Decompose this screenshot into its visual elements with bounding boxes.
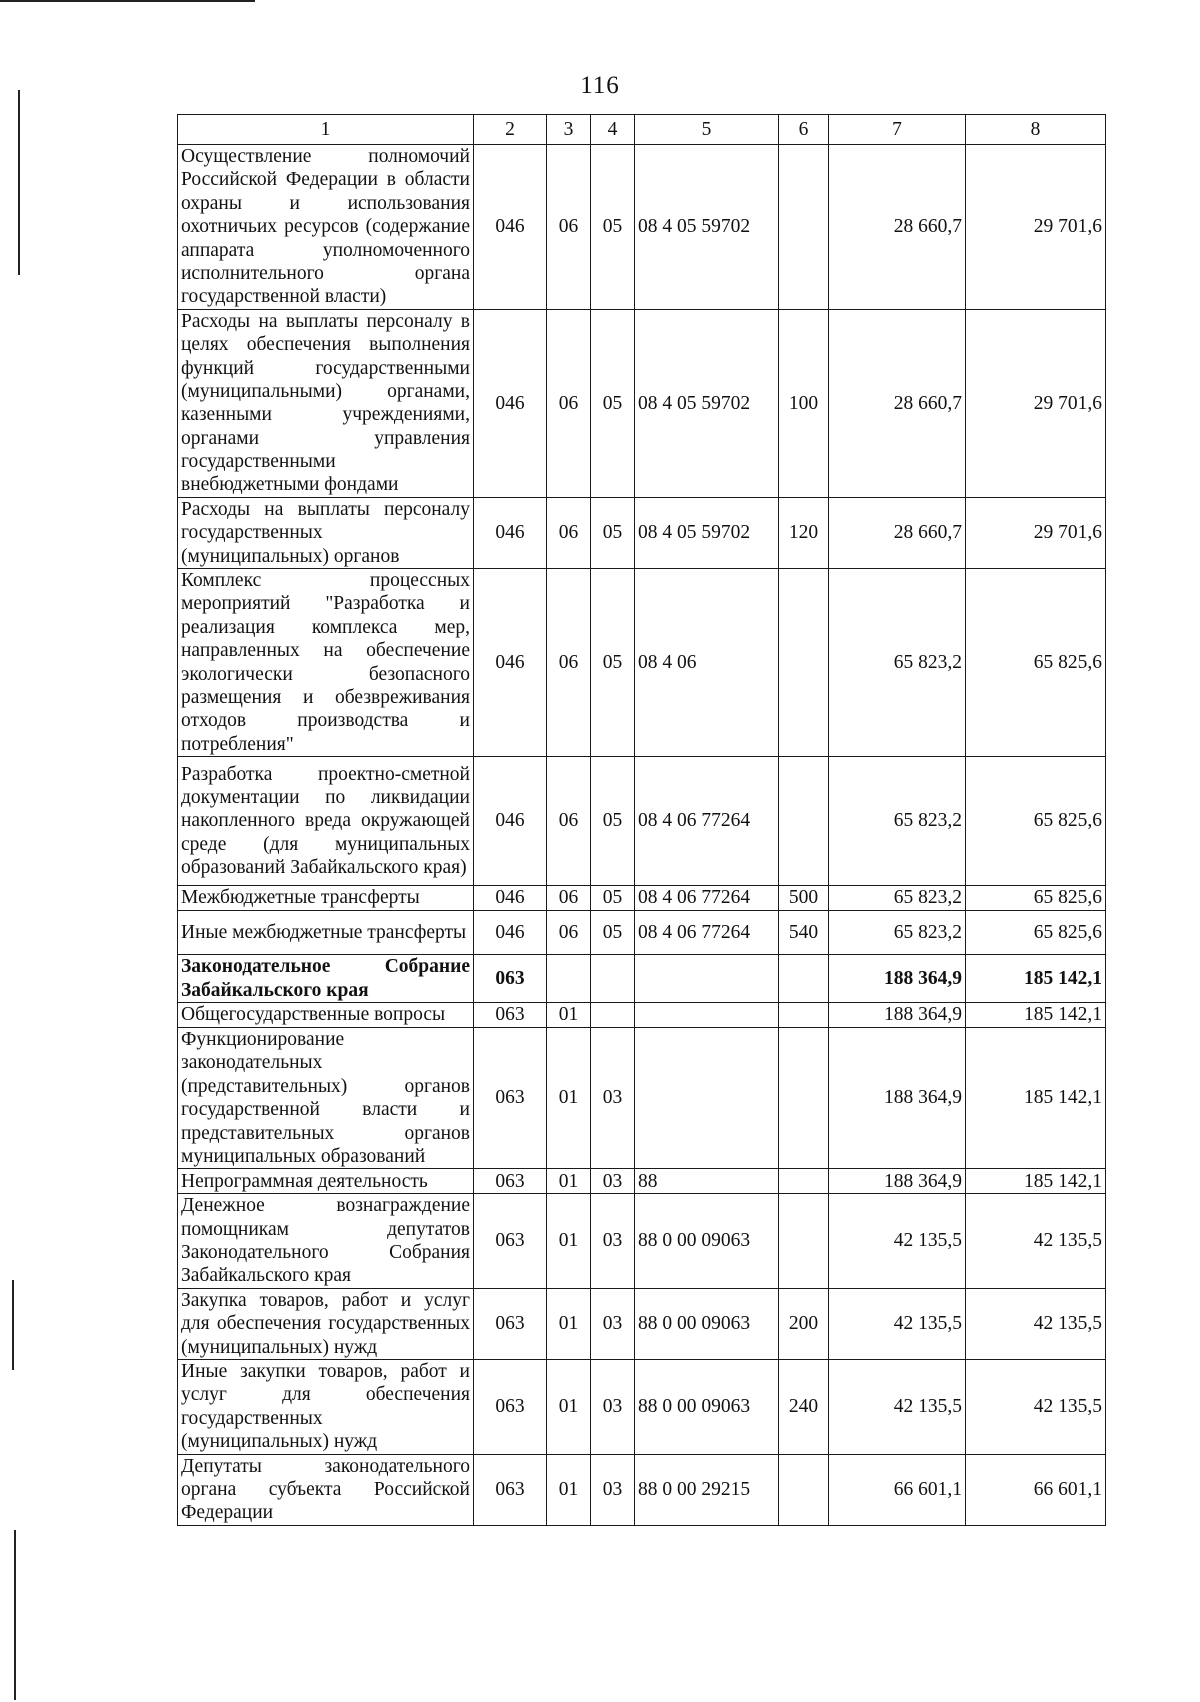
table-row xyxy=(178,569,1106,757)
amount-col8-cell: 65 825,6 xyxy=(966,569,1106,757)
expense-type-cell: 500 xyxy=(779,886,829,911)
section-code-cell: 06 xyxy=(547,309,591,497)
target-article-cell: 08 4 06 77264 xyxy=(635,911,779,955)
row-name-cell: Межбюджетные трансферты xyxy=(178,886,474,911)
table-row xyxy=(178,145,1106,310)
subsection-code-cell: 03 xyxy=(591,1288,635,1359)
amount-col8-cell: 29 701,6 xyxy=(966,309,1106,497)
expense-type-cell xyxy=(779,1194,829,1289)
table-row xyxy=(178,1194,1106,1289)
section-code-cell: 06 xyxy=(547,886,591,911)
row-name-cell: Денежное вознаграждение помощникам депутатов Законодательного Собрания Забайкальского края xyxy=(178,1194,474,1289)
table-row xyxy=(178,309,1106,497)
table-row xyxy=(178,497,1106,568)
section-code-cell: 06 xyxy=(547,145,591,310)
subsection-code-cell: 05 xyxy=(591,309,635,497)
amount-col7-cell: 188 364,9 xyxy=(829,1169,966,1194)
admin-code-cell: 063 xyxy=(474,1288,547,1359)
amount-col8-cell: 29 701,6 xyxy=(966,145,1106,310)
row-name-cell: Комплекс процессных мероприятий "Разработка и реализация комплекса мер, направленных на обеспечение экологически безопасного размещения и обезвреживания отходов производства и потребления" xyxy=(178,569,474,757)
table-row xyxy=(178,1027,1106,1168)
amount-col8-cell: 42 135,5 xyxy=(966,1360,1106,1455)
amount-col8-cell: 185 142,1 xyxy=(966,1169,1106,1194)
row-name-cell: Непрограммная деятельность xyxy=(178,1169,474,1194)
subsection-code-cell xyxy=(591,1002,635,1027)
amount-col7-cell: 42 135,5 xyxy=(829,1194,966,1289)
expense-type-cell: 120 xyxy=(779,497,829,568)
row-name-cell: Законодательное Собрание Забайкальского края xyxy=(178,955,474,1003)
amount-col8-cell: 185 142,1 xyxy=(966,955,1106,1003)
subsection-code-cell: 05 xyxy=(591,497,635,568)
target-article-cell: 88 0 00 09063 xyxy=(635,1194,779,1289)
subsection-code-cell: 03 xyxy=(591,1194,635,1289)
subsection-code-cell: 05 xyxy=(591,886,635,911)
budget-table xyxy=(177,114,1106,1526)
admin-code-cell: 046 xyxy=(474,757,547,886)
subsection-code-cell: 05 xyxy=(591,145,635,310)
section-code-cell: 01 xyxy=(547,1454,591,1525)
header-col-8: 8 xyxy=(966,115,1106,145)
admin-code-cell: 063 xyxy=(474,1194,547,1289)
target-article-cell xyxy=(635,1027,779,1168)
amount-col8-cell: 65 825,6 xyxy=(966,911,1106,955)
section-code-cell xyxy=(547,955,591,1003)
expense-type-cell xyxy=(779,1002,829,1027)
expense-type-cell xyxy=(779,757,829,886)
amount-col7-cell: 188 364,9 xyxy=(829,1002,966,1027)
table-row xyxy=(178,911,1106,955)
expense-type-cell xyxy=(779,1454,829,1525)
subsection-code-cell: 03 xyxy=(591,1027,635,1168)
amount-col8-cell: 185 142,1 xyxy=(966,1027,1106,1168)
target-article-cell: 08 4 06 77264 xyxy=(635,886,779,911)
expense-type-cell xyxy=(779,145,829,310)
subsection-code-cell: 05 xyxy=(591,569,635,757)
target-article-cell: 08 4 05 59702 xyxy=(635,497,779,568)
scan-edge-line-left xyxy=(18,90,20,275)
scan-edge-line-left-lower xyxy=(12,1280,14,1370)
row-name-cell: Функционирование законодательных (представительных) органов государственной власти и представительных органов муниципальных образований xyxy=(178,1027,474,1168)
row-name-cell: Осуществление полномочий Российской Федерации в области охраны и использования охотничьих ресурсов (содержание аппарата уполномоченного исполнительного органа государственной власти) xyxy=(178,145,474,310)
admin-code-cell: 046 xyxy=(474,911,547,955)
admin-code-cell: 046 xyxy=(474,309,547,497)
amount-col7-cell: 188 364,9 xyxy=(829,1027,966,1168)
target-article-cell: 88 0 00 09063 xyxy=(635,1288,779,1359)
table-row xyxy=(178,1288,1106,1359)
table-body xyxy=(178,145,1106,1526)
section-code-cell: 01 xyxy=(547,1360,591,1455)
page-number: 116 xyxy=(580,72,620,99)
admin-code-cell: 046 xyxy=(474,569,547,757)
expense-type-cell: 200 xyxy=(779,1288,829,1359)
admin-code-cell: 063 xyxy=(474,955,547,1003)
amount-col7-cell: 65 823,2 xyxy=(829,569,966,757)
scan-edge-line-top xyxy=(0,0,255,2)
subsection-code-cell: 05 xyxy=(591,757,635,886)
target-article-cell: 88 xyxy=(635,1169,779,1194)
section-code-cell: 01 xyxy=(547,1169,591,1194)
target-article-cell: 08 4 05 59702 xyxy=(635,145,779,310)
expense-type-cell xyxy=(779,1169,829,1194)
table-header xyxy=(178,115,1106,145)
row-name-cell: Расходы на выплаты персоналу в целях обеспечения выполнения функций государственными (муниципальными) органами, казенными учреждениями, органами управления государственными внебюджетными фондами xyxy=(178,309,474,497)
admin-code-cell: 063 xyxy=(474,1027,547,1168)
table-row xyxy=(178,757,1106,886)
target-article-cell: 88 0 00 09063 xyxy=(635,1360,779,1455)
section-code-cell: 06 xyxy=(547,497,591,568)
target-article-cell: 08 4 06 77264 xyxy=(635,757,779,886)
row-name-cell: Закупка товаров, работ и услуг для обеспечения государственных (муниципальных) нужд xyxy=(178,1288,474,1359)
amount-col8-cell: 65 825,6 xyxy=(966,886,1106,911)
amount-col7-cell: 65 823,2 xyxy=(829,757,966,886)
amount-col7-cell: 28 660,7 xyxy=(829,497,966,568)
table-row xyxy=(178,1169,1106,1194)
header-col-5: 5 xyxy=(635,115,779,145)
expense-type-cell xyxy=(779,1027,829,1168)
header-col-6: 6 xyxy=(779,115,829,145)
amount-col7-cell: 28 660,7 xyxy=(829,309,966,497)
subsection-code-cell: 03 xyxy=(591,1454,635,1525)
section-code-cell: 06 xyxy=(547,757,591,886)
amount-col7-cell: 188 364,9 xyxy=(829,955,966,1003)
amount-col8-cell: 42 135,5 xyxy=(966,1194,1106,1289)
table-row xyxy=(178,1360,1106,1455)
header-col-7: 7 xyxy=(829,115,966,145)
header-col-1: 1 xyxy=(178,115,474,145)
section-code-cell: 01 xyxy=(547,1027,591,1168)
table-row xyxy=(178,1002,1106,1027)
amount-col8-cell: 29 701,6 xyxy=(966,497,1106,568)
expense-type-cell: 240 xyxy=(779,1360,829,1455)
row-name-cell: Разработка проектно-сметной документации по ликвидации накопленного вреда окружающей среде (для муниципальных образований Забайкальского края) xyxy=(178,757,474,886)
row-name-cell: Иные закупки товаров, работ и услуг для обеспечения государственных (муниципальных) нужд xyxy=(178,1360,474,1455)
admin-code-cell: 063 xyxy=(474,1360,547,1455)
target-article-cell: 08 4 05 59702 xyxy=(635,309,779,497)
expense-type-cell: 540 xyxy=(779,911,829,955)
amount-col7-cell: 65 823,2 xyxy=(829,911,966,955)
row-name-cell: Общегосударственные вопросы xyxy=(178,1002,474,1027)
row-name-cell: Расходы на выплаты персоналу государственных (муниципальных) органов xyxy=(178,497,474,568)
amount-col7-cell: 42 135,5 xyxy=(829,1360,966,1455)
row-name-cell: Депутаты законодательного органа субъекта Российской Федерации xyxy=(178,1454,474,1525)
admin-code-cell: 046 xyxy=(474,886,547,911)
admin-code-cell: 063 xyxy=(474,1169,547,1194)
admin-code-cell: 046 xyxy=(474,497,547,568)
amount-col8-cell: 185 142,1 xyxy=(966,1002,1106,1027)
expense-type-cell xyxy=(779,569,829,757)
table-row xyxy=(178,886,1106,911)
amount-col7-cell: 42 135,5 xyxy=(829,1288,966,1359)
amount-col7-cell: 66 601,1 xyxy=(829,1454,966,1525)
amount-col7-cell: 65 823,2 xyxy=(829,886,966,911)
admin-code-cell: 063 xyxy=(474,1002,547,1027)
subsection-code-cell: 05 xyxy=(591,911,635,955)
section-code-cell: 06 xyxy=(547,569,591,757)
section-code-cell: 01 xyxy=(547,1288,591,1359)
header-col-3: 3 xyxy=(547,115,591,145)
header-col-4: 4 xyxy=(591,115,635,145)
expense-type-cell: 100 xyxy=(779,309,829,497)
section-code-cell: 06 xyxy=(547,911,591,955)
amount-col8-cell: 66 601,1 xyxy=(966,1454,1106,1525)
admin-code-cell: 063 xyxy=(474,1454,547,1525)
target-article-cell: 88 0 00 29215 xyxy=(635,1454,779,1525)
expense-type-cell xyxy=(779,955,829,1003)
target-article-cell: 08 4 06 xyxy=(635,569,779,757)
subsection-code-cell: 03 xyxy=(591,1360,635,1455)
table-row xyxy=(178,955,1106,1003)
amount-col8-cell: 65 825,6 xyxy=(966,757,1106,886)
target-article-cell xyxy=(635,955,779,1003)
amount-col7-cell: 28 660,7 xyxy=(829,145,966,310)
section-code-cell: 01 xyxy=(547,1002,591,1027)
table-header-row xyxy=(178,115,1106,145)
target-article-cell xyxy=(635,1002,779,1027)
section-code-cell: 01 xyxy=(547,1194,591,1289)
amount-col8-cell: 42 135,5 xyxy=(966,1288,1106,1359)
row-name-cell: Иные межбюджетные трансферты xyxy=(178,911,474,955)
table-row xyxy=(178,1454,1106,1525)
subsection-code-cell xyxy=(591,955,635,1003)
header-col-2: 2 xyxy=(474,115,547,145)
scan-edge-line-left-bottom xyxy=(14,1530,16,1700)
admin-code-cell: 046 xyxy=(474,145,547,310)
subsection-code-cell: 03 xyxy=(591,1169,635,1194)
